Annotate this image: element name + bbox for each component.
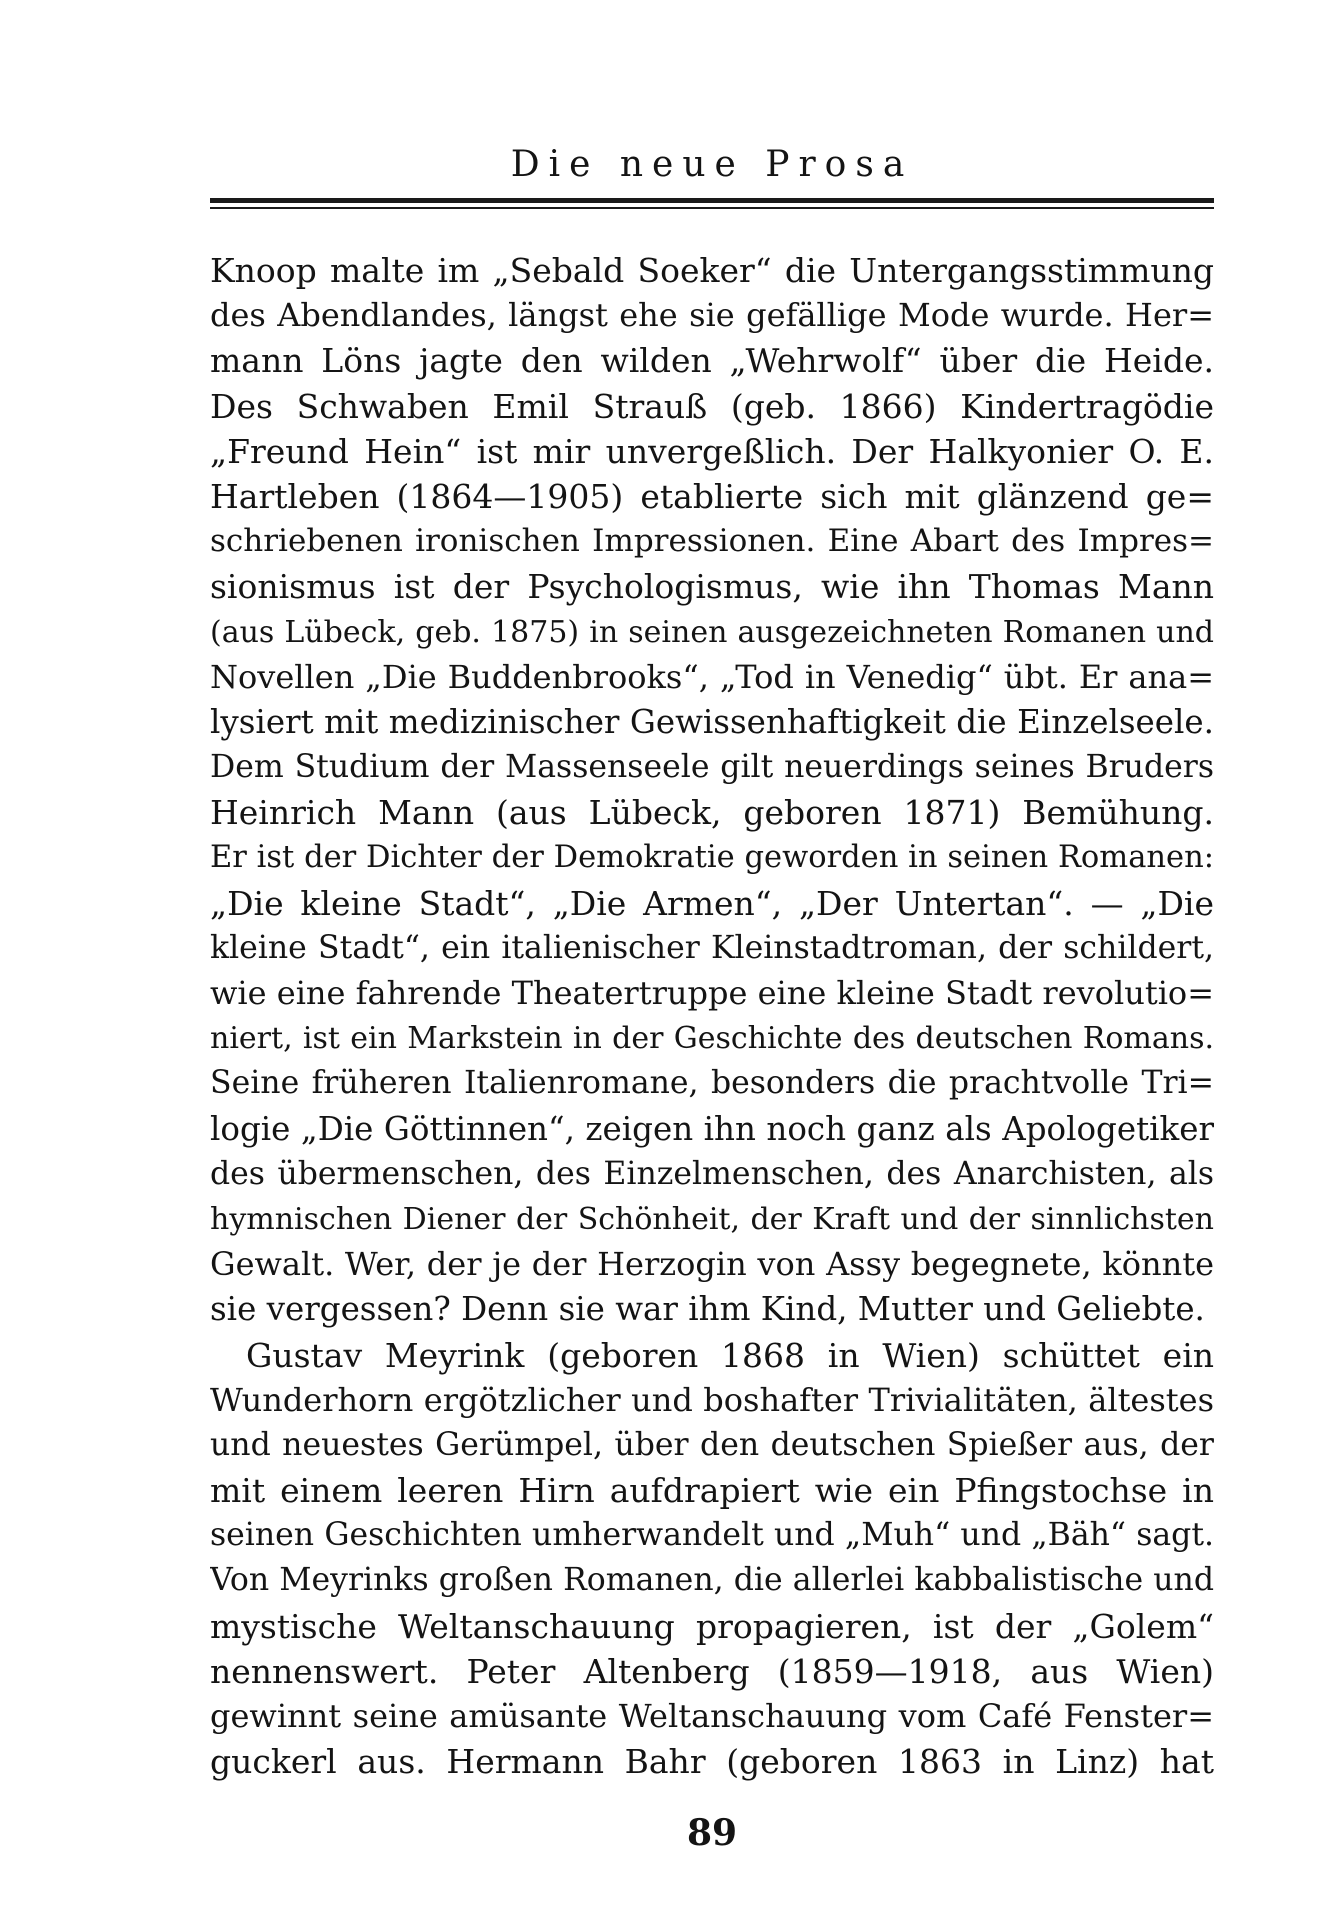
page-number: 89: [686, 1812, 738, 1854]
text-line: des Abendlandes, längst ehe sie gefällige Mode wurde. Her=: [210, 296, 1214, 335]
text-line: logie „Die Göttinnen“, zeigen ihn noch ganz als Apologetiker: [210, 1109, 1214, 1148]
text-line: mit einem leeren Hirn aufdrapiert wie ein Pfingstochse in: [210, 1471, 1214, 1511]
text-line: Gewalt. Wer, der je der Herzogin von Assy begegnete, könnte: [210, 1245, 1214, 1284]
text-line: und neuestes Gerümpel, über den deutschen Spießer aus, der: [210, 1426, 1214, 1463]
text-line: Novellen „Die Buddenbrooks“, „Tod in Venedig“ übt. Er ana=: [210, 657, 1214, 696]
text-line: sie vergessen? Denn sie war ihm Kind, Mutter und Geliebte.: [210, 1290, 1205, 1329]
paragraph-start-line: Gustav Meyrink (geboren 1868 in Wien) schüttet ein: [246, 1335, 1214, 1375]
running-head: Die neue Prosa: [510, 144, 914, 185]
text-line: Von Meyrinks großen Romanen, die allerlei kabbalistische und: [210, 1562, 1214, 1599]
text-line: Dem Studium der Massenseele gilt neuerdings seines Bruders: [210, 749, 1214, 786]
text-line: „Die kleine Stadt“, „Die Armen“, „Der Untertan“. — „Die: [210, 883, 1214, 923]
text-line: hymnischen Diener der Schönheit, der Kraft und der sinnlichsten: [210, 1201, 1214, 1237]
text-line: guckerl aus. Hermann Bahr (geboren 1863 in Linz) hat: [210, 1742, 1214, 1782]
text-line: Wunderhorn ergötzlicher und boshafter Trivialitäten, ältestes: [210, 1380, 1214, 1419]
text-line: nennenswert. Peter Altenberg (1859—1918, aus Wien): [210, 1651, 1214, 1691]
text-line: wie eine fahrende Theatertruppe eine kleine Stadt revolutio=: [210, 974, 1214, 1012]
text-line: des übermenschen, des Einzelmenschen, des Anarchisten, als: [210, 1155, 1214, 1192]
body-text: [210, 248, 1214, 1784]
text-line: mann Löns jagte den wilden „Wehrwolf“ über die Heide.: [210, 341, 1214, 381]
text-line: lysiert mit medizinischer Gewissenhaftigkeit die Einzelseele.: [210, 702, 1214, 741]
text-line: Er ist der Dichter der Demokratie geworden in seinen Romanen:: [210, 840, 1214, 876]
text-line: kleine Stadt“, ein italienischer Kleinstadtroman, der schildert,: [210, 929, 1214, 966]
text-line: „Freund Hein“ ist mir unvergeßlich. Der Halkyonier O. E.: [210, 431, 1214, 471]
text-line: Des Schwaben Emil Strauß (geb. 1866) Kindertragödie: [210, 386, 1214, 426]
text-line: sionismus ist der Psychologismus, wie ihn Thomas Mann: [210, 567, 1214, 607]
header-rule-thin: [210, 207, 1214, 209]
text-line: schriebenen ironischen Impressionen. Eine Abart des Impres=: [210, 523, 1214, 560]
text-line: Seine früheren Italienromane, besonders die prachtvolle Tri=: [210, 1065, 1214, 1102]
text-line: (aus Lübeck, geb. 1875) in seinen ausgezeichneten Romanen und: [210, 614, 1214, 650]
text-line: niert, ist ein Markstein in der Geschichte des deutschen Romans.: [210, 1021, 1214, 1057]
text-line: Hartleben (1864—1905) etablierte sich mit glänzend ge=: [210, 476, 1214, 516]
text-line: gewinnt seine amüsante Weltanschauung vom Café Fenster=: [210, 1697, 1214, 1735]
text-line: Knoop malte im „Sebald Soeker“ die Untergangsstimmung: [210, 251, 1214, 290]
text-line: Heinrich Mann (aus Lübeck, geboren 1871) Bemühung.: [210, 793, 1214, 833]
header-rule-thick: [210, 198, 1214, 203]
text-line: seinen Geschichten umherwandelt und „Muh“ und „Bäh“ sagt.: [210, 1517, 1214, 1554]
text-line: mystische Weltanschauung propagieren, ist der „Golem“: [210, 1606, 1214, 1646]
